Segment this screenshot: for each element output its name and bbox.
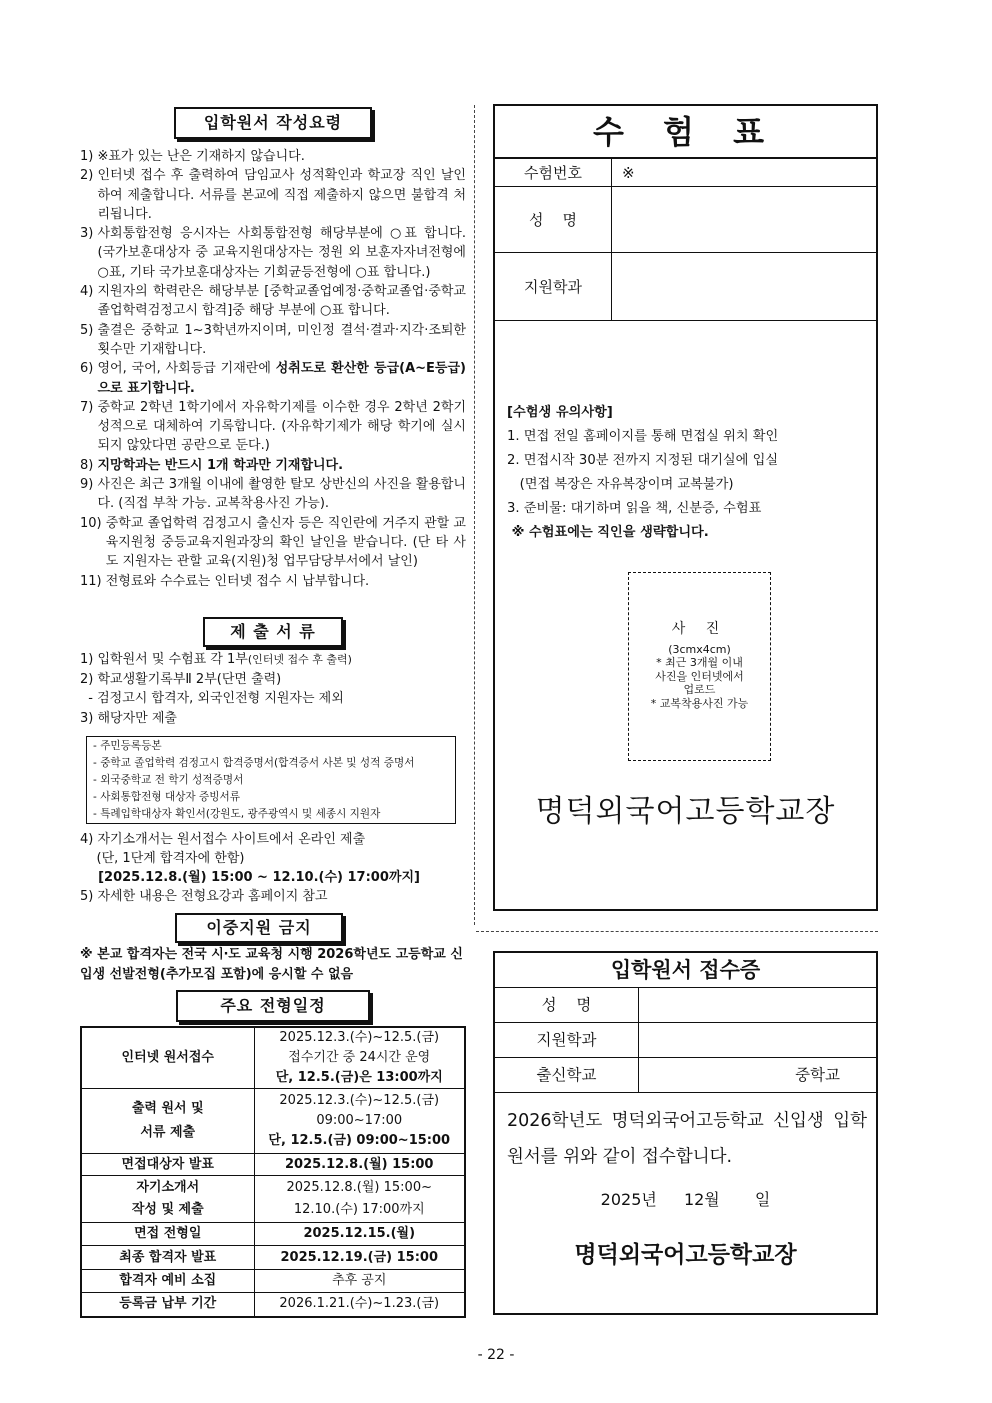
docs-text: 학교생활기록부Ⅱ 2부(단면 출력) [97, 671, 282, 687]
docs-item [80, 689, 466, 709]
schedule-label-line: 합격자 예비 소집 [119, 1273, 217, 1288]
receipt-date-month: 12월 [683, 1190, 720, 1209]
docs-item [80, 709, 466, 729]
instruction-segment: ※표가 있는 난은 기재하지 않습니다. [97, 149, 305, 164]
schedule-value-line: 접수기간 중 24시간 운영 [288, 1050, 431, 1065]
docs-box-item: - 주민등록등본 [93, 740, 162, 752]
docs-heading: 제 출 서 류 [203, 617, 343, 647]
schedule-row [81, 1176, 465, 1223]
docs-text: 입학원서 및 수험표 각 1부 [97, 652, 248, 667]
photo-placeholder[interactable] [628, 572, 771, 761]
instruction-number: 5) [80, 322, 98, 338]
instruction-number: 7) [80, 399, 98, 415]
schedule-value [254, 1176, 465, 1223]
receipt-date-day: 일 [754, 1190, 771, 1209]
docs-text: 자기소개서는 원서접수 사이트에서 온라인 제출 [97, 832, 366, 847]
docs-item [80, 670, 466, 690]
note-4: 3. 준비물: 대기하며 읽을 책, 신분증, 수험표 [507, 501, 762, 516]
photo-title: 사 진 [671, 621, 728, 637]
receipt-school-label: 출신학교 [495, 1058, 639, 1092]
instruction-item [80, 147, 466, 166]
docs-text: (단, 1단계 합격자에 한함) [96, 851, 245, 866]
instruction-segment: 지원자의 학력란은 해당부분 [중학교졸업예정‧중학교졸업‧중학교 졸업학력검정고시 합격]중 해당 부분에 ○표 합니다. [97, 284, 466, 319]
ticket-notes [507, 401, 867, 545]
cut-line [476, 931, 878, 932]
schedule-value-line: 2025.12.15.(월) [303, 1226, 416, 1241]
instruction-text [97, 456, 466, 475]
schedule-row [81, 1270, 465, 1293]
instruction-number: 6) [80, 361, 98, 377]
receipt-school-suffix[interactable]: 중학교 [795, 1066, 840, 1084]
docs-conditional-box [86, 736, 456, 824]
instruction-text [106, 572, 466, 591]
instruction-number: 10) [80, 515, 106, 531]
instruction-item [80, 456, 466, 475]
instruction-item [80, 475, 466, 514]
instruction-item [80, 572, 466, 591]
receipt-school-name: 명덕외국어고등학교장 [574, 1242, 797, 1268]
name-row [495, 187, 876, 253]
instruction-number: 4) [80, 284, 98, 300]
instruction-text [97, 224, 466, 282]
schedule-label-line: 작성 및 제출 [131, 1202, 204, 1217]
note-3: (면접 복장은 자유복장이며 교복불가) [507, 477, 734, 492]
schedule-value [254, 1246, 465, 1270]
schedule-label-line: 서류 제출 [140, 1125, 196, 1140]
schedule-label-line: 면접대상자 발표 [121, 1156, 214, 1172]
receipt-title: 입학원서 접수증 [495, 953, 876, 988]
instruction-text [97, 321, 466, 360]
receipt-name-row [495, 988, 876, 1023]
schedule-label-line: 인터넷 원서접수 [121, 1050, 214, 1065]
dept-row [495, 253, 876, 321]
photo-line-2: 사진을 인터넷에서 [655, 669, 744, 683]
docs-item [80, 849, 466, 868]
dual-application-notice: ※ 본교 합격자는 전국 시‧도 교육청 시행 2026학년도 고등학교 신입생 선발전형(추가모집 포함)에 응시할 수 없음 [80, 947, 463, 982]
schedule-row [81, 1089, 465, 1154]
schedule-label [81, 1293, 254, 1317]
instruction-item [80, 398, 466, 456]
schedule-row [81, 1246, 465, 1270]
admission-ticket [493, 104, 878, 911]
instruction-text [97, 475, 466, 514]
docs-list-continued [80, 830, 466, 906]
photo-size: (3cmx4cm) [668, 642, 731, 656]
instruction-number: 9) [80, 477, 98, 493]
schedule-value-line: 단, 12.5.(금)은 13:00까지 [275, 1070, 443, 1085]
docs-box-item: - 특례입학대상자 확인서(강원도, 광주광역시 및 세종시 지원자 [93, 808, 381, 820]
dept-value[interactable] [612, 253, 876, 320]
schedule-value-line: 2025.12.8.(월) 15:00 [285, 1156, 434, 1172]
schedule-heading: 주요 전형일정 [176, 990, 370, 1022]
receipt-name-label: 성 명 [495, 988, 639, 1022]
docs-number: 1) [80, 652, 98, 667]
instruction-number: 8) [80, 457, 98, 473]
receipt-dept-label: 지원학과 [495, 1023, 639, 1057]
instruction-text [97, 398, 466, 456]
schedule-value [254, 1027, 465, 1089]
docs-number: 3) [80, 710, 98, 726]
schedule-value-line: 2025.12.3.(수)~12.5.(금) [279, 1030, 440, 1045]
note-seal-omitted: ※ 수험표에는 직인을 생략합니다. [507, 525, 709, 540]
schedule-label [81, 1154, 254, 1176]
schedule-value-line: 12.10.(수) 17:00까지 [293, 1202, 425, 1217]
instruction-number: 1) [80, 149, 98, 164]
schedule-value [254, 1293, 465, 1317]
instruction-item [80, 321, 466, 360]
instruction-segment: 사진은 최근 3개월 이내에 촬영한 탈모 상반신의 사진을 활용합니다. (직접 부착 가능. 교복착용사진 가능). [97, 477, 466, 512]
docs-text: 해당자만 제출 [97, 710, 177, 726]
instruction-text [97, 282, 466, 321]
schedule-value-line: 추후 공지 [332, 1273, 387, 1288]
instruction-segment: 인터넷 접수 후 출력하여 담임교사 성적확인과 학교장 직인 날인하여 제출합니다. 서류를 본교에 직접 제출하지 않으면 불합격 처리됩니다. [97, 168, 466, 222]
instruction-number: 11) [80, 573, 106, 589]
docs-box-item: - 중학교 졸업학력 검정고시 합격증명서(합격증서 사본 및 성적 증명서 [93, 757, 415, 769]
schedule-value [254, 1154, 465, 1176]
docs-number: 4) [80, 832, 98, 847]
instruction-segment: 중학교 졸업학력 검정고시 출신자 등은 직인란에 거주지 관할 교육지원청 중등교육지원과장의 확인 날인을 받습니다. (단 타 사도 지원자는 관할 교육(지원)청 업무담당부서에서 날인) [105, 515, 466, 570]
schedule-value [254, 1223, 465, 1246]
instruction-item [80, 282, 466, 321]
instruction-item [80, 224, 466, 282]
photo-line-1: * 최근 3개월 이내 [656, 656, 743, 669]
schedule-value [254, 1270, 465, 1293]
docs-box-item: - 사회통합전형 대상자 증빙서류 [93, 791, 240, 803]
schedule-label [81, 1027, 254, 1089]
instruction-text [106, 514, 466, 572]
dept-label: 지원학과 [495, 253, 612, 320]
instruction-item [80, 166, 466, 224]
exam-number-label: 수험번호 [495, 159, 612, 186]
instruction-number: 3) [80, 226, 98, 242]
docs-number [80, 870, 98, 885]
schedule-label [81, 1223, 254, 1246]
docs-item [80, 868, 466, 887]
docs-item [80, 887, 466, 906]
instruction-segment: 영어, 국어, 사회등급 기재란에 [97, 361, 276, 377]
receipt-name-value[interactable] [639, 988, 876, 1022]
schedule-value-line: 단, 12.5.(금) 09:00~15:00 [268, 1133, 451, 1148]
instruction-text [97, 166, 466, 224]
schedule-label-line: 등록금 납부 기간 [119, 1296, 217, 1312]
docs-note: (인터넷 접수 후 출력) [247, 653, 352, 666]
docs-number: 5) [80, 889, 98, 904]
instructions-list [80, 147, 466, 591]
schedule-value [254, 1089, 465, 1154]
schedule-label [81, 1176, 254, 1223]
docs-list [80, 650, 466, 728]
instruction-number: 2) [80, 168, 98, 184]
schedule-row [81, 1293, 465, 1317]
schedule-row [81, 1027, 465, 1089]
exam-number-row [495, 159, 876, 187]
docs-text: 자세한 내용은 전형요강과 홈페이지 참고 [97, 889, 328, 904]
page-number: - 22 - [477, 1347, 515, 1363]
schedule-label-line: 자기소개서 [136, 1180, 200, 1195]
schedule-value-line: 2026.1.21.(수)~1.23.(금) [279, 1296, 440, 1312]
schedule-value-line: 09:00~17:00 [316, 1113, 403, 1128]
receipt [493, 951, 878, 1315]
instruction-item [80, 359, 466, 398]
schedule-label [81, 1246, 254, 1270]
ticket-school-name: 명덕외국어고등학교장 [535, 794, 836, 829]
name-label: 성 명 [495, 187, 612, 252]
docs-item [80, 650, 466, 670]
instruction-segment: 성취도로 환산한 등급(A~E등급)으로 표기합니다. [97, 361, 466, 396]
dual-application-heading: 이중지원 금지 [175, 913, 343, 943]
receipt-school-row [495, 1058, 876, 1093]
column-divider [474, 105, 475, 925]
instruction-text [97, 359, 466, 398]
receipt-date [495, 1187, 876, 1210]
docs-text: [2025.12.8.(월) 15:00 ~ 12.10.(수) 17:00까지] [98, 870, 420, 885]
instruction-segment: 지망학과는 반드시 1개 학과만 기재합니다. [97, 457, 344, 473]
receipt-date-year: 2025년 [600, 1190, 657, 1209]
docs-item [80, 830, 466, 849]
instruction-segment: 사회통합전형 응시자는 사회통합전형 해당부분에 ○표 합니다. (국가보훈대상자 중 교육지원대상자는 정원 외 보훈자자녀전형에 ○표, 기타 국가보훈대상자는 기회균등전형에 ○표 합니다.) [97, 226, 466, 280]
schedule-value-line: 2025.12.3.(수)~12.5.(금) [279, 1093, 440, 1108]
schedule-label [81, 1270, 254, 1293]
docs-text: 검정고시 합격자, 외국인전형 지원자는 제외 [97, 691, 344, 707]
photo-line-4: * 교복착용사진 가능 [650, 696, 749, 710]
schedule-value-line: 2025.12.19.(금) 15:00 [280, 1249, 439, 1265]
docs-number [80, 851, 97, 866]
name-value[interactable] [612, 187, 876, 252]
docs-box-item: - 외국중학교 전 학기 성적증명서 [93, 774, 244, 786]
schedule-value-line: 2025.12.8.(월) 15:00~ [286, 1180, 432, 1195]
instructions-heading: 입학원서 작성요령 [174, 107, 372, 139]
schedule-table [80, 1026, 466, 1318]
instruction-segment: 중학교 2학년 1학기에서 자유학기제를 이수한 경우 2학년 2학기 성적으로 대체하여 기록합니다. (자유학기제가 해당 학기에 실시되지 않았다면 공란으로 둔다.) [97, 399, 466, 454]
schedule-label-line: 출력 원서 및 [131, 1101, 204, 1116]
docs-number: - [80, 691, 98, 707]
note-1: 1. 면접 전일 홈페이지를 통해 면접실 위치 확인 [507, 429, 779, 444]
schedule-label-line: 최종 합격자 발표 [119, 1249, 217, 1265]
notes-heading: [수험생 유의사항] [507, 405, 613, 420]
instruction-item [80, 514, 466, 572]
photo-line-3: 업로드 [683, 683, 716, 696]
schedule-label-line: 면접 전형일 [134, 1226, 202, 1241]
exam-number-value: ※ [622, 163, 635, 182]
receipt-dept-value[interactable] [639, 1023, 876, 1057]
instruction-segment: 전형료와 수수료는 인터넷 접수 시 납부합니다. [105, 573, 370, 589]
schedule-label [81, 1089, 254, 1154]
ticket-title: 수 험 표 [495, 106, 876, 159]
instruction-segment: 출결은 중학교 1~3학년까지이며, 미인정 결석·결과·지각·조퇴한 횟수만 기재합니다. [97, 322, 466, 357]
note-2: 2. 면접시작 30분 전까지 지정된 대기실에 입실 [507, 453, 779, 468]
receipt-dept-row [495, 1023, 876, 1058]
instruction-text [97, 147, 466, 166]
schedule-row [81, 1223, 465, 1246]
schedule-row [81, 1154, 465, 1176]
docs-number: 2) [80, 671, 98, 687]
receipt-statement: 2026학년도 명덕외국어고등학교 신입생 입학원서를 위와 같이 접수합니다. [507, 1111, 867, 1167]
